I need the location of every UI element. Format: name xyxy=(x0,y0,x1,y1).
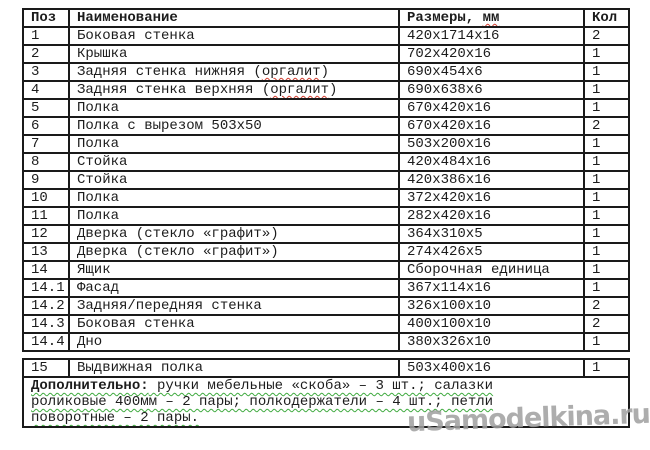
cell-name xyxy=(69,225,399,243)
text-segment: ручки мебельные «скоба» – 3 шт.; салазки xyxy=(148,378,494,394)
text-segment: Полка xyxy=(77,208,120,224)
text-segment: Выдвижная полка xyxy=(77,360,204,376)
cell-quantity: 1 xyxy=(584,135,629,153)
cell-size: 503x200x16 xyxy=(399,135,584,153)
cell-name xyxy=(69,153,399,171)
cell-name xyxy=(69,27,399,45)
parts-table-header xyxy=(23,9,629,27)
cell-position: 8 xyxy=(23,153,69,171)
cell-size: 367x114x16 xyxy=(399,279,584,297)
table-row xyxy=(23,359,629,377)
table-row xyxy=(23,189,629,207)
cell-quantity: 1 xyxy=(584,45,629,63)
text-segment: Задняя стенка нижняя ( xyxy=(77,64,262,80)
cell-position: 14.3 xyxy=(23,315,69,333)
cell-position: 3 xyxy=(23,63,69,81)
cell-quantity: 1 xyxy=(584,189,629,207)
text-segment: Поз xyxy=(31,10,57,26)
cell-position: 9 xyxy=(23,171,69,189)
text-segment: Дополнительно: xyxy=(31,378,149,394)
table-row xyxy=(23,279,629,297)
cell-size: 690x454x6 xyxy=(399,63,584,81)
text-segment: Полка xyxy=(77,100,120,116)
cell-quantity: 2 xyxy=(584,297,629,315)
cell-name xyxy=(69,207,399,225)
column-header-2 xyxy=(399,9,584,27)
text-segment: Задняя стенка верхняя ( xyxy=(77,82,271,98)
cell-name xyxy=(69,279,399,297)
column-header-0 xyxy=(23,9,69,27)
cell-quantity: 1 xyxy=(584,359,629,377)
cell-size: 420x386x16 xyxy=(399,171,584,189)
cell-name xyxy=(69,45,399,63)
text-segment: Задняя/передняя стенка xyxy=(77,298,262,314)
cell-quantity: 1 xyxy=(584,261,629,279)
table-row xyxy=(23,315,629,333)
cell-quantity: 2 xyxy=(584,315,629,333)
cell-quantity: 1 xyxy=(584,243,629,261)
text-segment: Полка xyxy=(77,136,120,152)
cell-name xyxy=(69,297,399,315)
cell-quantity: 2 xyxy=(584,117,629,135)
cell-quantity: 1 xyxy=(584,99,629,117)
table-row xyxy=(23,333,629,351)
cell-position: 14.2 xyxy=(23,297,69,315)
cell-position: 14.4 xyxy=(23,333,69,351)
cell-name xyxy=(69,99,399,117)
column-header-1 xyxy=(69,9,399,27)
cell-position: 4 xyxy=(23,81,69,99)
cell-size: 274x426x5 xyxy=(399,243,584,261)
cell-name xyxy=(69,333,399,351)
text-segment: Дно xyxy=(77,334,103,350)
cell-quantity: 2 xyxy=(584,27,629,45)
text-segment: ) xyxy=(320,64,330,80)
parts-table xyxy=(22,8,630,352)
cell-name xyxy=(69,359,399,377)
cell-size: 702x420x16 xyxy=(399,45,584,63)
table-row xyxy=(23,81,629,99)
cell-name xyxy=(69,63,399,81)
table-row xyxy=(23,261,629,279)
cell-quantity: 1 xyxy=(584,171,629,189)
cell-quantity: 1 xyxy=(584,207,629,225)
table-row xyxy=(23,171,629,189)
table-row xyxy=(23,153,629,171)
cell-size: 364x310x5 xyxy=(399,225,584,243)
cell-size: 503x400x16 xyxy=(399,359,584,377)
cell-size: 400x100x10 xyxy=(399,315,584,333)
cell-position: 6 xyxy=(23,117,69,135)
cell-name xyxy=(69,171,399,189)
text-segment: Полка с вырезом 503x50 xyxy=(77,118,262,134)
cell-position: 13 xyxy=(23,243,69,261)
text-segment: Фасад xyxy=(77,280,120,296)
cell-position: 14 xyxy=(23,261,69,279)
cell-quantity: 1 xyxy=(584,279,629,297)
cell-position: 11 xyxy=(23,207,69,225)
text-segment: Дверка (стекло «графит») xyxy=(77,244,279,260)
text-segment: Стойка xyxy=(77,154,128,170)
cell-size: 420x1714x16 xyxy=(399,27,584,45)
table-row xyxy=(23,225,629,243)
cell-size: 670x420x16 xyxy=(399,117,584,135)
cell-name xyxy=(69,315,399,333)
cell-name xyxy=(69,261,399,279)
parts-table-body xyxy=(23,27,629,351)
cell-name xyxy=(69,117,399,135)
table-row xyxy=(23,297,629,315)
table-row xyxy=(23,63,629,81)
cell-position: 12 xyxy=(23,225,69,243)
text-segment: Боковая стенка xyxy=(77,28,195,44)
cell-position: 2 xyxy=(23,45,69,63)
cell-position: 5 xyxy=(23,99,69,117)
table-row xyxy=(23,135,629,153)
table-row xyxy=(23,243,629,261)
spellcheck-underlined-text: оргалит xyxy=(261,64,321,80)
text-segment: ) xyxy=(329,82,338,98)
text-segment: Стойка xyxy=(77,172,128,188)
spellcheck-underlined-text: мм xyxy=(482,10,500,26)
cell-position: 15 xyxy=(23,359,69,377)
text-segment: Кол xyxy=(592,10,618,26)
cell-name xyxy=(69,135,399,153)
cell-name xyxy=(69,189,399,207)
site-watermark: uSamodelkina.ru xyxy=(406,398,650,439)
cell-size: 282x420x16 xyxy=(399,207,584,225)
text-segment: Боковая стенка xyxy=(77,316,195,332)
text-segment: Ящик xyxy=(77,262,111,278)
cell-size: 420x484x16 xyxy=(399,153,584,171)
cell-quantity: 1 xyxy=(584,63,629,81)
cell-name xyxy=(69,243,399,261)
table-row xyxy=(23,117,629,135)
cell-size: Сборочная единица xyxy=(399,261,584,279)
cell-quantity: 1 xyxy=(584,225,629,243)
note-line xyxy=(31,378,624,394)
text-segment: роликовые 400мм – 2 пары; полкодержатели – 4 шт.; петли xyxy=(31,394,494,410)
table-row xyxy=(23,27,629,45)
cell-size: 380x326x10 xyxy=(399,333,584,351)
cell-position: 1 xyxy=(23,27,69,45)
text-segment: Полка xyxy=(77,190,120,206)
cell-name xyxy=(69,81,399,99)
text-segment: Размеры, xyxy=(407,10,483,26)
cell-size: 690x638x6 xyxy=(399,81,584,99)
header-row xyxy=(23,9,629,27)
text-segment: поворотные – 2 пары. xyxy=(31,410,200,426)
spellcheck-underlined-text: оргалит xyxy=(270,82,330,98)
cell-quantity: 1 xyxy=(584,333,629,351)
table-row xyxy=(23,99,629,117)
cell-quantity: 1 xyxy=(584,153,629,171)
text-segment: Наименование xyxy=(77,10,178,26)
cell-size: 670x420x16 xyxy=(399,99,584,117)
column-header-3 xyxy=(584,9,629,27)
cell-size: 326x100x10 xyxy=(399,297,584,315)
cell-position: 7 xyxy=(23,135,69,153)
table-row xyxy=(23,45,629,63)
cell-position: 14.1 xyxy=(23,279,69,297)
cell-size: 372x420x16 xyxy=(399,189,584,207)
cell-position: 10 xyxy=(23,189,69,207)
cell-quantity: 1 xyxy=(584,81,629,99)
text-segment: Дверка (стекло «графит») xyxy=(77,226,279,242)
text-segment: Крышка xyxy=(77,46,128,62)
table-row xyxy=(23,207,629,225)
